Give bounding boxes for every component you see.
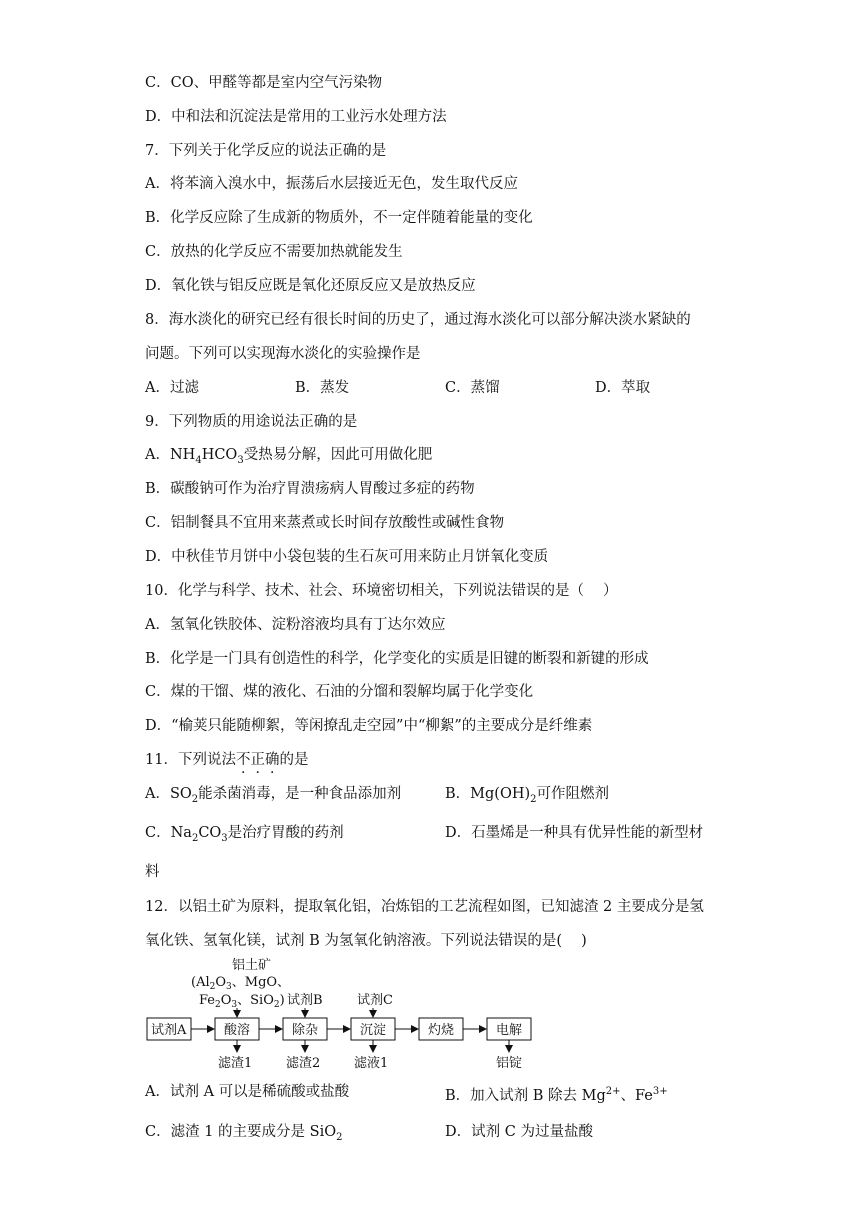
q7-option-c: C．放热的化学反应不需要加热就能发生: [145, 244, 403, 260]
q11-option-b: B．$Mg(OH)_2$可作阻燃剂: [445, 786, 610, 805]
q12-stem-line1: 12．以铝土矿为原料，提取氧化铝，冶炼铝的工艺流程如图，已知滤渣 2 主要成分是氢: [145, 899, 704, 915]
q10-option-c: C．煤的干馏、煤的液化、石油的分馏和裂解均属于化学变化: [145, 684, 534, 700]
q8-option-a: A．过滤: [145, 380, 199, 396]
q8-option-c: C．蒸馏: [445, 380, 500, 396]
q8-stem-line1: 8．海水淡化的研究已经有很长时间的历史了，通过海水淡化可以部分解决淡水紧缺的: [145, 312, 691, 328]
q7-stem: 7．下列关于化学反应的说法正确的是: [145, 143, 387, 159]
q11-stem: 11．下列说法不正确的是: [145, 752, 309, 768]
q12-option-b: B．加入试剂 B 除去 $Mg^{2+}$、$Fe^{3+}$: [445, 1086, 668, 1104]
output-aluminum-ingot: 铝锭: [496, 1056, 523, 1071]
q9-option-c: C．铝制餐具不宜用来蒸煮或长时间存放酸性或碱性食物: [145, 515, 505, 531]
q6-option-c: C．CO、甲醛等都是室内空气污染物: [145, 75, 383, 91]
q12-stem-line2: 氧化铁、氢氧化镁，试剂 B 为氢氧化钠溶液。下列说法错误的是( ): [145, 933, 587, 949]
box-label-3: 除杂: [292, 1023, 319, 1038]
box-label-1: 试剂A: [151, 1023, 187, 1038]
q7-option-a: A．将苯滴入溴水中，振荡后水层接近无色，发生取代反应: [145, 176, 518, 192]
q11-option-d: D．石墨烯是一种具有优异性能的新型材: [445, 825, 704, 841]
box-label-6: 电解: [496, 1023, 523, 1038]
ore-composition-1: ($Al_2O_3$、MgO、: [191, 975, 291, 992]
box-label-5: 灼烧: [428, 1023, 455, 1038]
output-residue-2: 滤渣2: [286, 1056, 321, 1071]
ore-label: 铝土矿: [232, 958, 272, 973]
q11-option-a: A．$SO_2$能杀菌消毒，是一种食品添加剂: [145, 786, 402, 805]
output-filtrate-1: 滤液1: [354, 1056, 389, 1071]
q8-option-d: D．萃取: [595, 380, 651, 396]
q10-option-d: D．“榆荚只能随柳絮，等闲撩乱走空园”中“柳絮”的主要成分是纤维素: [145, 718, 593, 734]
q12-option-d: D．试剂 C 为过量盐酸: [445, 1124, 593, 1140]
box-label-2: 酸溶: [224, 1023, 251, 1038]
reagent-c-label: 试剂C: [357, 993, 393, 1008]
ore-composition-2: $Fe_2O_3$、SiO$_2$): [199, 993, 285, 1010]
box-label-4: 沉淀: [360, 1023, 387, 1038]
q12-option-c: C．滤渣 1 的主要成分是 SiO$_2$: [145, 1124, 343, 1143]
q8-option-b: B．蒸发: [295, 380, 350, 396]
q9-option-b: B．碳酸钠可作为治疗胃溃疡病人胃酸过多症的药物: [145, 481, 475, 497]
output-residue-1: 滤渣1: [218, 1056, 253, 1071]
q9-option-a: A．$NH_4HCO_3$受热易分解，因此可用做化肥: [145, 447, 433, 466]
flow-diagram: [145, 956, 535, 1071]
q11-option-d-cont: 料: [145, 864, 160, 880]
q10-option-a: A．氢氧化铁胶体、淀粉溶液均具有丁达尔效应: [145, 617, 446, 633]
q9-option-d: D．中秋佳节月饼中小袋包装的生石灰可用来防止月饼氧化变质: [145, 549, 549, 565]
q6-option-d: D．中和法和沉淀法是常用的工业污水处理方法: [145, 109, 447, 125]
reagent-b-label: 试剂B: [287, 993, 323, 1008]
q7-option-d: D．氧化铁与铝反应既是氧化还原反应又是放热反应: [145, 278, 476, 294]
q12-option-a: A．试剂 A 可以是稀硫酸或盐酸: [145, 1084, 350, 1100]
q10-option-b: B．化学是一门具有创造性的科学，化学变化的实质是旧键的断裂和新键的形成: [145, 651, 649, 667]
q7-option-b: B．化学反应除了生成新的物质外，不一定伴随着能量的变化: [145, 210, 533, 226]
q8-stem-line2: 问题。下列可以实现海水淡化的实验操作是: [145, 346, 421, 362]
q11-option-c: C．$Na_2CO_3$是治疗胃酸的药剂: [145, 825, 344, 844]
q10-stem: 10．化学与科学、技术、社会、环境密切相关，下列说法错误的是（ ）: [145, 583, 618, 599]
q9-stem: 9．下列物质的用途说法正确的是: [145, 414, 358, 430]
